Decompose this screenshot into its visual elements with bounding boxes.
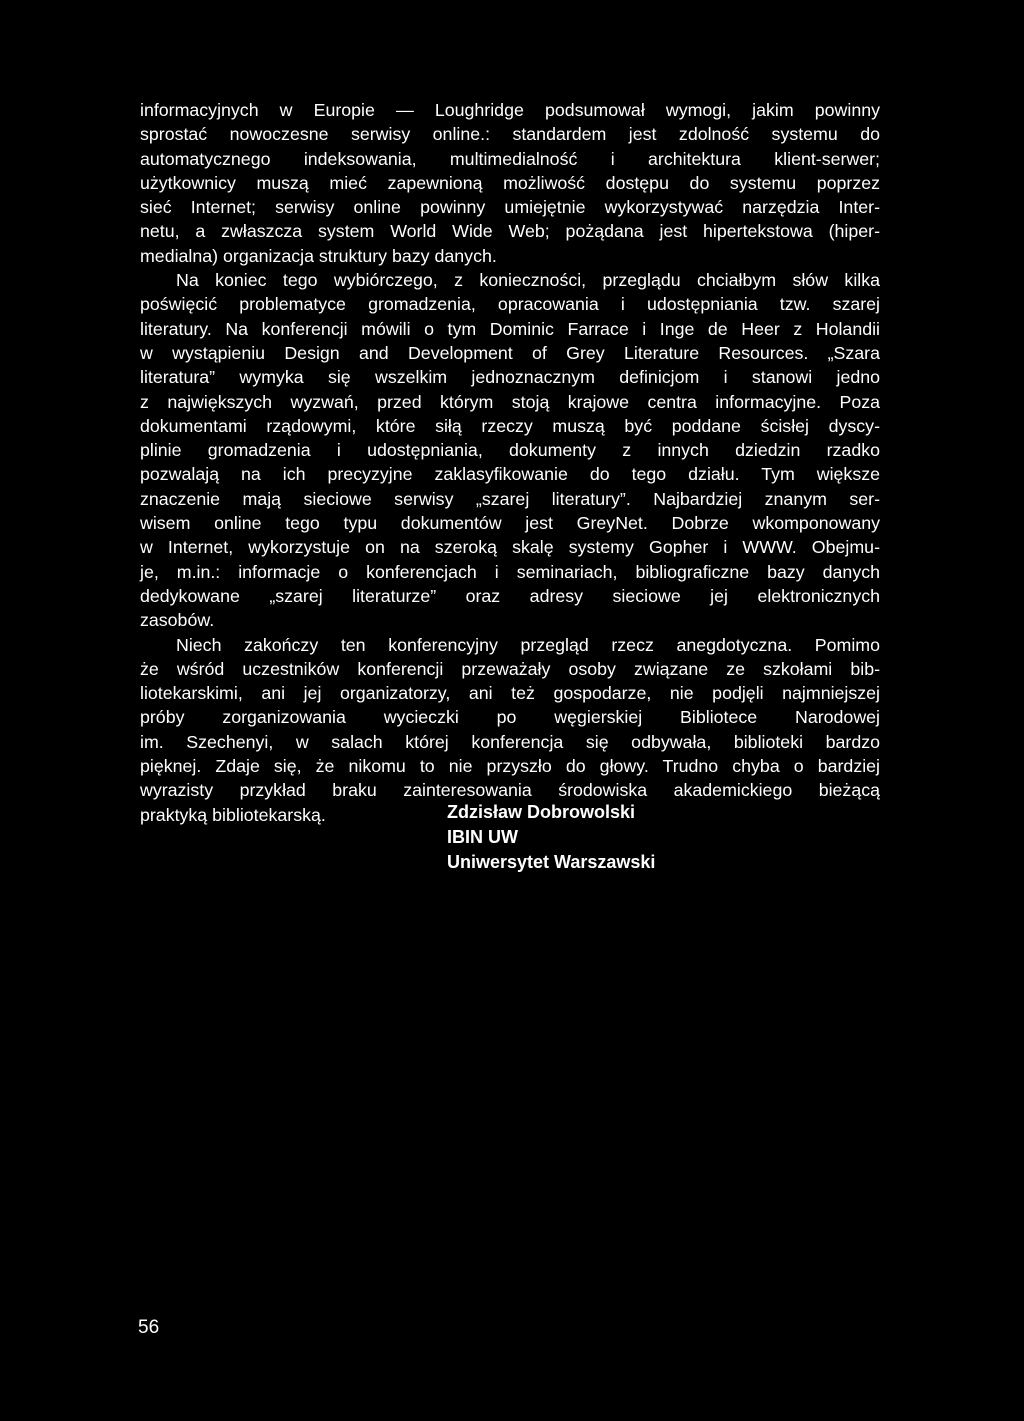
text-line: pozwalają na ich precyzyjne zaklasyfikowanie do tego działu. Tym większe — [140, 464, 880, 485]
text-line: w Internet, wykorzystuje on na szeroką skalę systemy Gopher i WWW. Obejmu- — [140, 537, 880, 558]
text-line: próby zorganizowania wycieczki po węgierskiej Bibliotece Narodowej — [140, 707, 880, 728]
text-line: poświęcić problematyce gromadzenia, opracowania i udostępniania tzw. szarej — [140, 294, 880, 315]
text-line: automatycznego indeksowania, multimedialność i architektura klient-serwer; — [140, 148, 880, 169]
text-line: z największych wyzwań, przed którym stoją krajowe centra informacyjne. Poza — [140, 391, 880, 412]
text-line: im. Szechenyi, w salach której konferencja się odbywała, biblioteki bardzo — [140, 731, 880, 752]
text-line: liotekarskimi, ani jej organizatorzy, ani też gospodarze, nie podjęli najmniejszej — [140, 683, 880, 704]
text-line: dedykowane „szarej literaturze” oraz adresy sieciowe jej elektronicznych — [140, 585, 880, 606]
text-line: literatura” wymyka się wszelkim jednoznacznym definicjom i stanowi jedno — [140, 367, 880, 388]
author-name: Zdzisław Dobrowolski — [447, 802, 636, 822]
text-line: Niech zakończy ten konferencyjny przegląd rzecz anegdotyczna. Pomimo — [176, 634, 880, 655]
page-number: 56 — [138, 1317, 160, 1338]
text-line: zasobów. — [140, 610, 215, 631]
text-line: znaczenie mają sieciowe serwisy „szarej literatury”. Najbardziej znanym ser- — [140, 488, 880, 509]
author-signature — [447, 800, 655, 875]
author-unit: IBIN UW — [447, 827, 518, 847]
text-line: literatury. Na konferencji mówili o tym Dominic Farrace i Inge de Heer z Holandii — [140, 318, 880, 339]
body-text — [140, 98, 880, 827]
text-line: w wystąpieniu Design and Development of Grey Literature Resources. „Szara — [140, 342, 880, 363]
author-institution: Uniwersytet Warszawski — [447, 852, 656, 872]
text-line: sprostać nowoczesne serwisy online.: standardem jest zdolność systemu do — [140, 124, 880, 145]
text-line: dokumentami rządowymi, które siłą rzeczy muszą być poddane ścisłej dyscy- — [140, 415, 880, 436]
text-line: Na koniec tego wybiórczego, z konieczności, przeglądu chciałbym słów kilka — [176, 270, 880, 291]
text-line: praktyką bibliotekarską. — [140, 804, 326, 825]
text-line: netu, a zwłaszcza system World Wide Web; pożądana jest hipertekstowa (hiper- — [140, 221, 880, 242]
text-line: medialna) organizacja struktury bazy danych. — [140, 245, 497, 266]
text-line: pięknej. Zdaje się, że nikomu to nie przyszło do głowy. Trudno chyba o bardziej — [140, 756, 880, 777]
text-line: sieć Internet; serwisy online powinny umiejętnie wykorzystywać narzędzia Inter- — [140, 197, 880, 218]
text-line: je, m.in.: informacje o konferencjach i seminariach, bibliograficzne bazy danych — [140, 561, 880, 582]
text-line: informacyjnych w Europie — Loughridge podsumował wymogi, jakim powinny — [140, 100, 880, 120]
text-line: że wśród uczestników konferencji przeważały osoby związane ze szkołami bib- — [140, 658, 880, 679]
text-line: wisem online tego typu dokumentów jest GreyNet. Dobrze wkomponowany — [140, 513, 880, 534]
text-line: plinie gromadzenia i udostępniania, dokumenty z innych dziedzin rzadko — [140, 440, 880, 461]
text-line: wyrazisty przykład braku zainteresowania środowiska akademickiego bieżącą — [140, 780, 880, 801]
text-line: użytkownicy muszą mieć zapewnioną możliwość dostępu do systemu poprzez — [140, 172, 880, 193]
